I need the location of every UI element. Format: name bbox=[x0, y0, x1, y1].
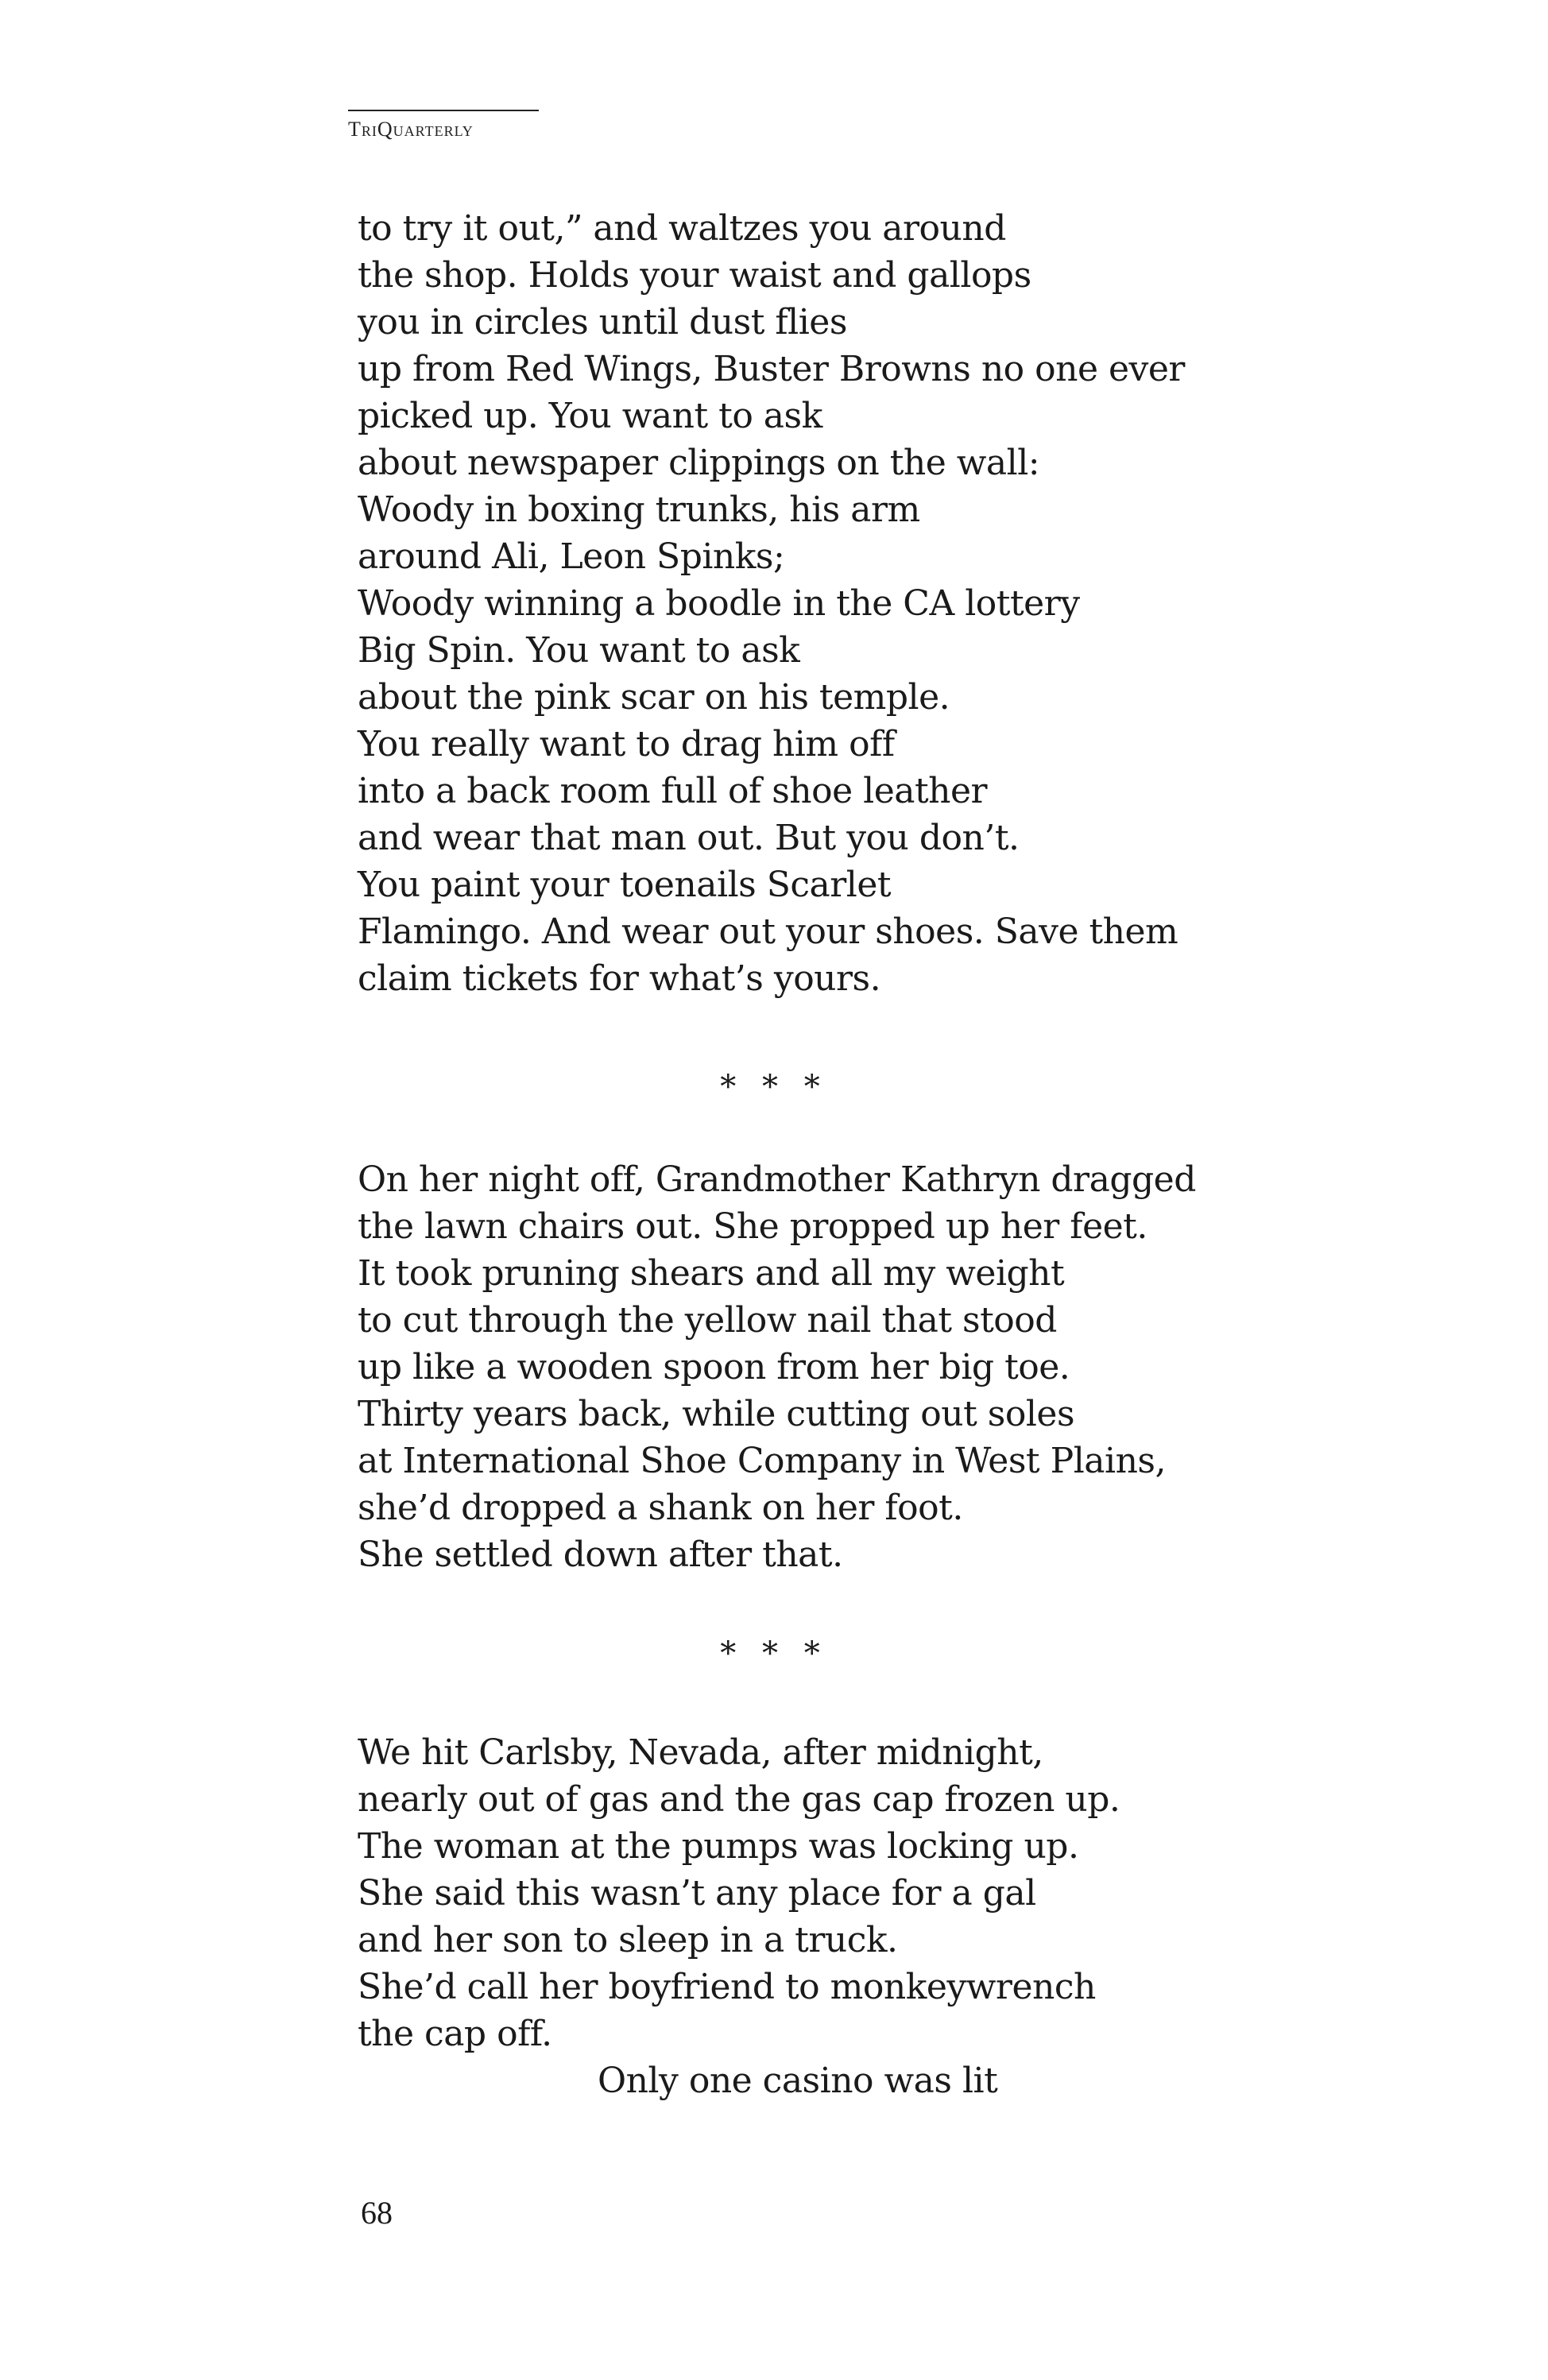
poem-line: It took pruning shears and all my weight bbox=[358, 1253, 1065, 1294]
poem-line: into a back room full of shoe leather bbox=[358, 771, 988, 811]
poem-line: You paint your toenails Scarlet bbox=[358, 865, 892, 905]
poem-line: about newspaper clippings on the wall: bbox=[358, 443, 1040, 483]
poem-line: She said this wasn’t any place for a gal bbox=[358, 1873, 1036, 1914]
stanza-2 bbox=[358, 1156, 1311, 1578]
poem-line: picked up. You want to ask bbox=[358, 396, 822, 436]
poem-line: and wear that man out. But you don’t. bbox=[358, 818, 1020, 858]
running-title: TriQuarterly bbox=[348, 118, 474, 141]
poem-line: You really want to drag him off bbox=[358, 724, 895, 764]
poem-line: Big Spin. You want to ask bbox=[358, 630, 800, 671]
poem-line: and her son to sleep in a truck. bbox=[358, 1920, 898, 1960]
poem-line: Thirty years back, while cutting out soles bbox=[358, 1394, 1075, 1434]
stanza-1 bbox=[358, 205, 1311, 1002]
poem-line: Flamingo. And wear out your shoes. Save them bbox=[358, 911, 1178, 952]
poem-line: about the pink scar on his temple. bbox=[358, 677, 950, 718]
poem-line: claim tickets for what’s yours. bbox=[358, 958, 881, 999]
poem-line: the shop. Holds your waist and gallops bbox=[358, 255, 1031, 296]
poem-line: Woody winning a boodle in the CA lottery bbox=[358, 583, 1080, 624]
poem-line: up like a wooden spoon from her big toe. bbox=[358, 1347, 1070, 1387]
poem-line: the lawn chairs out. She propped up her feet. bbox=[358, 1206, 1147, 1247]
poem-line: On her night off, Grandmother Kathryn dragged bbox=[358, 1159, 1196, 1200]
poem-line: nearly out of gas and the gas cap frozen up. bbox=[358, 1779, 1120, 1820]
section-separator: * * * bbox=[720, 1069, 828, 1105]
poem-line: the cap off. bbox=[358, 2014, 552, 2054]
poem-line-indented: Only one casino was lit bbox=[598, 2061, 998, 2101]
page-number: 68 bbox=[361, 2195, 393, 2231]
poem-line: you in circles until dust flies bbox=[358, 302, 847, 342]
poem-line: She settled down after that. bbox=[358, 1534, 843, 1575]
poem-line: around Ali, Leon Spinks; bbox=[358, 536, 785, 577]
running-header bbox=[348, 110, 539, 141]
poem-line: at International Shoe Company in West Plains, bbox=[358, 1441, 1166, 1481]
poem-line: to cut through the yellow nail that stood bbox=[358, 1300, 1057, 1341]
stanza-3 bbox=[358, 1729, 1311, 2104]
poem-line: She’d call her boyfriend to monkeywrench bbox=[358, 1967, 1096, 2007]
poem-line: Woody in boxing trunks, his arm bbox=[358, 490, 920, 530]
poem-line: to try it out,” and waltzes you around bbox=[358, 208, 1006, 249]
poem-line: she’d dropped a shank on her foot. bbox=[358, 1488, 963, 1528]
poem-line: The woman at the pumps was locking up. bbox=[358, 1826, 1079, 1867]
section-separator: * * * bbox=[720, 1635, 828, 1672]
poem-line: We hit Carlsby, Nevada, after midnight, bbox=[358, 1732, 1043, 1773]
poem-line: up from Red Wings, Buster Browns no one ever bbox=[358, 349, 1185, 389]
